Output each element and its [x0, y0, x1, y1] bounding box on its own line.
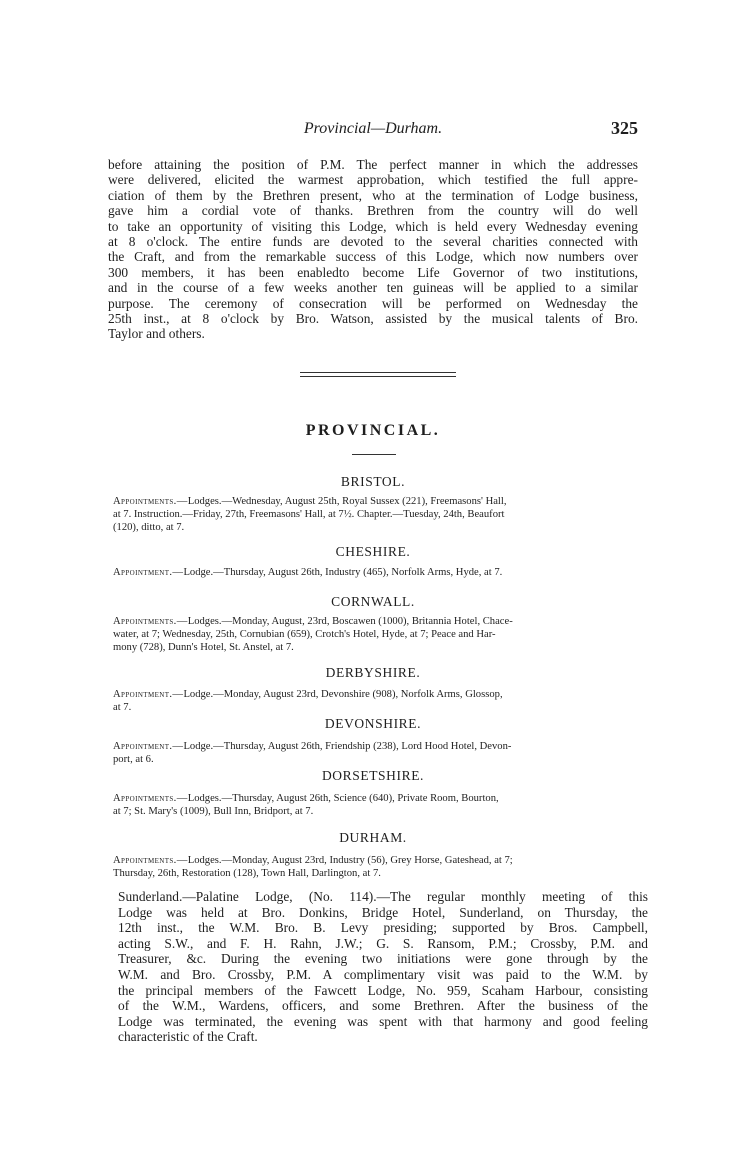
section-divider-bottom [300, 376, 456, 377]
appointment-label: Appointment.— [113, 689, 184, 700]
appointment-label: Appointment.— [113, 741, 184, 752]
county-heading-durham: DURHAM. [339, 830, 407, 845]
appointment-text: port, at 6. [113, 754, 154, 765]
text-line: gave him a cordial vote of thanks. Brethren from the country will do well [108, 203, 638, 219]
text-line: purpose. The ceremony of consecration will be performed on Wednesday the [108, 295, 638, 311]
appointment-text: at 7; St. Mary's (1009), Bull Inn, Bridport, at 7. [113, 806, 314, 817]
appointment-bristol [113, 495, 641, 534]
text-line: were delivered, elicited the warmest approbation, which testified the full appre- [108, 172, 638, 188]
appointment-text: (120), ditto, at 7. [113, 522, 185, 533]
county-heading-cheshire: CHESHIRE. [335, 544, 411, 559]
county-heading-bristol: BRISTOL. [340, 474, 406, 489]
appointment-label: Appointment.— [113, 567, 184, 578]
appointment-text: mony (728), Dunn's Hotel, St. Anstel, at 7. [113, 642, 294, 653]
appointment-text: Lodges.—Wednesday, August 25th, Royal Sussex (221), Freemasons' Hall, [187, 496, 507, 507]
appointment-text: Thursday, 26th, Restoration (128), Town Hall, Darlington, at 7. [113, 868, 381, 879]
intro-paragraph [108, 157, 638, 342]
appointment-text: at 7. [113, 702, 132, 713]
heading-rule [352, 454, 396, 455]
appointment-dorsetshire [113, 792, 641, 818]
appointment-text: Lodges.—Thursday, August 26th, Science (640), Private Room, Bourton, [187, 793, 499, 804]
text-line: Lodge was terminated, the evening was spent with that harmony and good feeling [118, 1013, 648, 1029]
appointment-text: at 7. Instruction.—Friday, 27th, Freemasons' Hall, at 7½. Chapter.—Tuesday, 24th, Beaufort [113, 509, 505, 520]
appointment-text: Lodges.—Monday, August 23rd, Industry (56), Grey Horse, Gateshead, at 7; [187, 855, 513, 866]
appointment-text: Lodge.—Monday, August 23rd, Devonshire (908), Norfolk Arms, Glossop, [183, 689, 503, 700]
appointment-cornwall [113, 615, 641, 654]
section-heading: PROVINCIAL. [305, 422, 441, 439]
text-line: Lodge was held at Bro. Donkins, Bridge Hotel, Sunderland, on Thursday, the [118, 904, 648, 920]
appointment-derbyshire [113, 688, 641, 714]
text-line: to take an opportunity of visiting this Lodge, which is held every Wednesday evening [108, 218, 638, 234]
text-line: W.M. and Bro. Crossby, P.M. A complimentary visit was paid to the W.M. by [118, 966, 648, 982]
text-line: acting S.W., and F. H. Rahn, J.W.; G. S. Ransom, P.M.; Crossby, P.M. and [118, 935, 648, 951]
text-line: Treasurer, &c. During the evening two initiations were gone through by the [118, 951, 648, 967]
text-line: the Craft, and from the remarkable success of this Lodge, which now numbers over [108, 249, 638, 265]
appointment-label: Appointments.— [113, 496, 188, 507]
section-divider-top [300, 372, 456, 373]
running-title: Provincial—Durham. [303, 120, 443, 137]
appointment-devonshire [113, 740, 641, 766]
appointment-cheshire [113, 566, 641, 579]
text-line: 300 members, it has been enabledto become Life Governor of two institutions, [108, 264, 638, 280]
appointment-durham [113, 854, 641, 880]
durham-sunderland-report [118, 889, 648, 1045]
text-line: 25th inst., at 8 o'clock by Bro. Watson, assisted by the musical talents of Bro. [108, 311, 638, 327]
text-line: the principal members of the Fawcett Lodge, No. 959, Scaham Harbour, consisting [118, 982, 648, 998]
county-heading-derbyshire: DERBYSHIRE. [325, 665, 421, 680]
text-line: 12th inst., the W.M. Bro. B. Levy presiding; supported by Bros. Campbell, [118, 920, 648, 936]
page-number: 325 [611, 118, 638, 138]
appointment-text: Lodges.—Monday, August, 23rd, Boscawen (1000), Britannia Hotel, Chace- [187, 616, 513, 627]
appointment-text: Lodge.—Thursday, August 26th, Industry (465), Norfolk Arms, Hyde, at 7. [183, 567, 503, 578]
appointment-text: Lodge.—Thursday, August 26th, Friendship (238), Lord Hood Hotel, Devon- [183, 741, 512, 752]
county-heading-cornwall: CORNWALL. [331, 594, 415, 609]
text-line: Taylor and others. [108, 326, 205, 342]
text-line: characteristic of the Craft. [118, 1029, 258, 1045]
text-line: Sunderland.—Palatine Lodge, (No. 114).—The regular monthly meeting of this [118, 889, 648, 904]
text-line: ciation of them by the Brethren present, who at the termination of Lodge business, [108, 187, 638, 203]
text-line: at 8 o'clock. The entire funds are devoted to the several charities connected with [108, 234, 638, 250]
county-heading-devonshire: DEVONSHIRE. [324, 716, 422, 731]
text-line: and in the course of a few weeks another ten guineas will be applied to a similar [108, 280, 638, 296]
text-line: before attaining the position of P.M. The perfect manner in which the addresses [108, 157, 638, 172]
appointment-label: Appointments.— [113, 616, 188, 627]
text-line: of the W.M., Wardens, officers, and some Brethren. After the business of the [118, 998, 648, 1014]
appointment-label: Appointments.— [113, 793, 188, 804]
running-header [108, 120, 638, 142]
appointment-text: water, at 7; Wednesday, 25th, Cornubian (659), Crotch's Hotel, Hyde, at 7; Peace and Har- [113, 629, 496, 640]
county-heading-dorsetshire: DORSETSHIRE. [321, 768, 425, 783]
appointment-label: Appointments.— [113, 855, 188, 866]
